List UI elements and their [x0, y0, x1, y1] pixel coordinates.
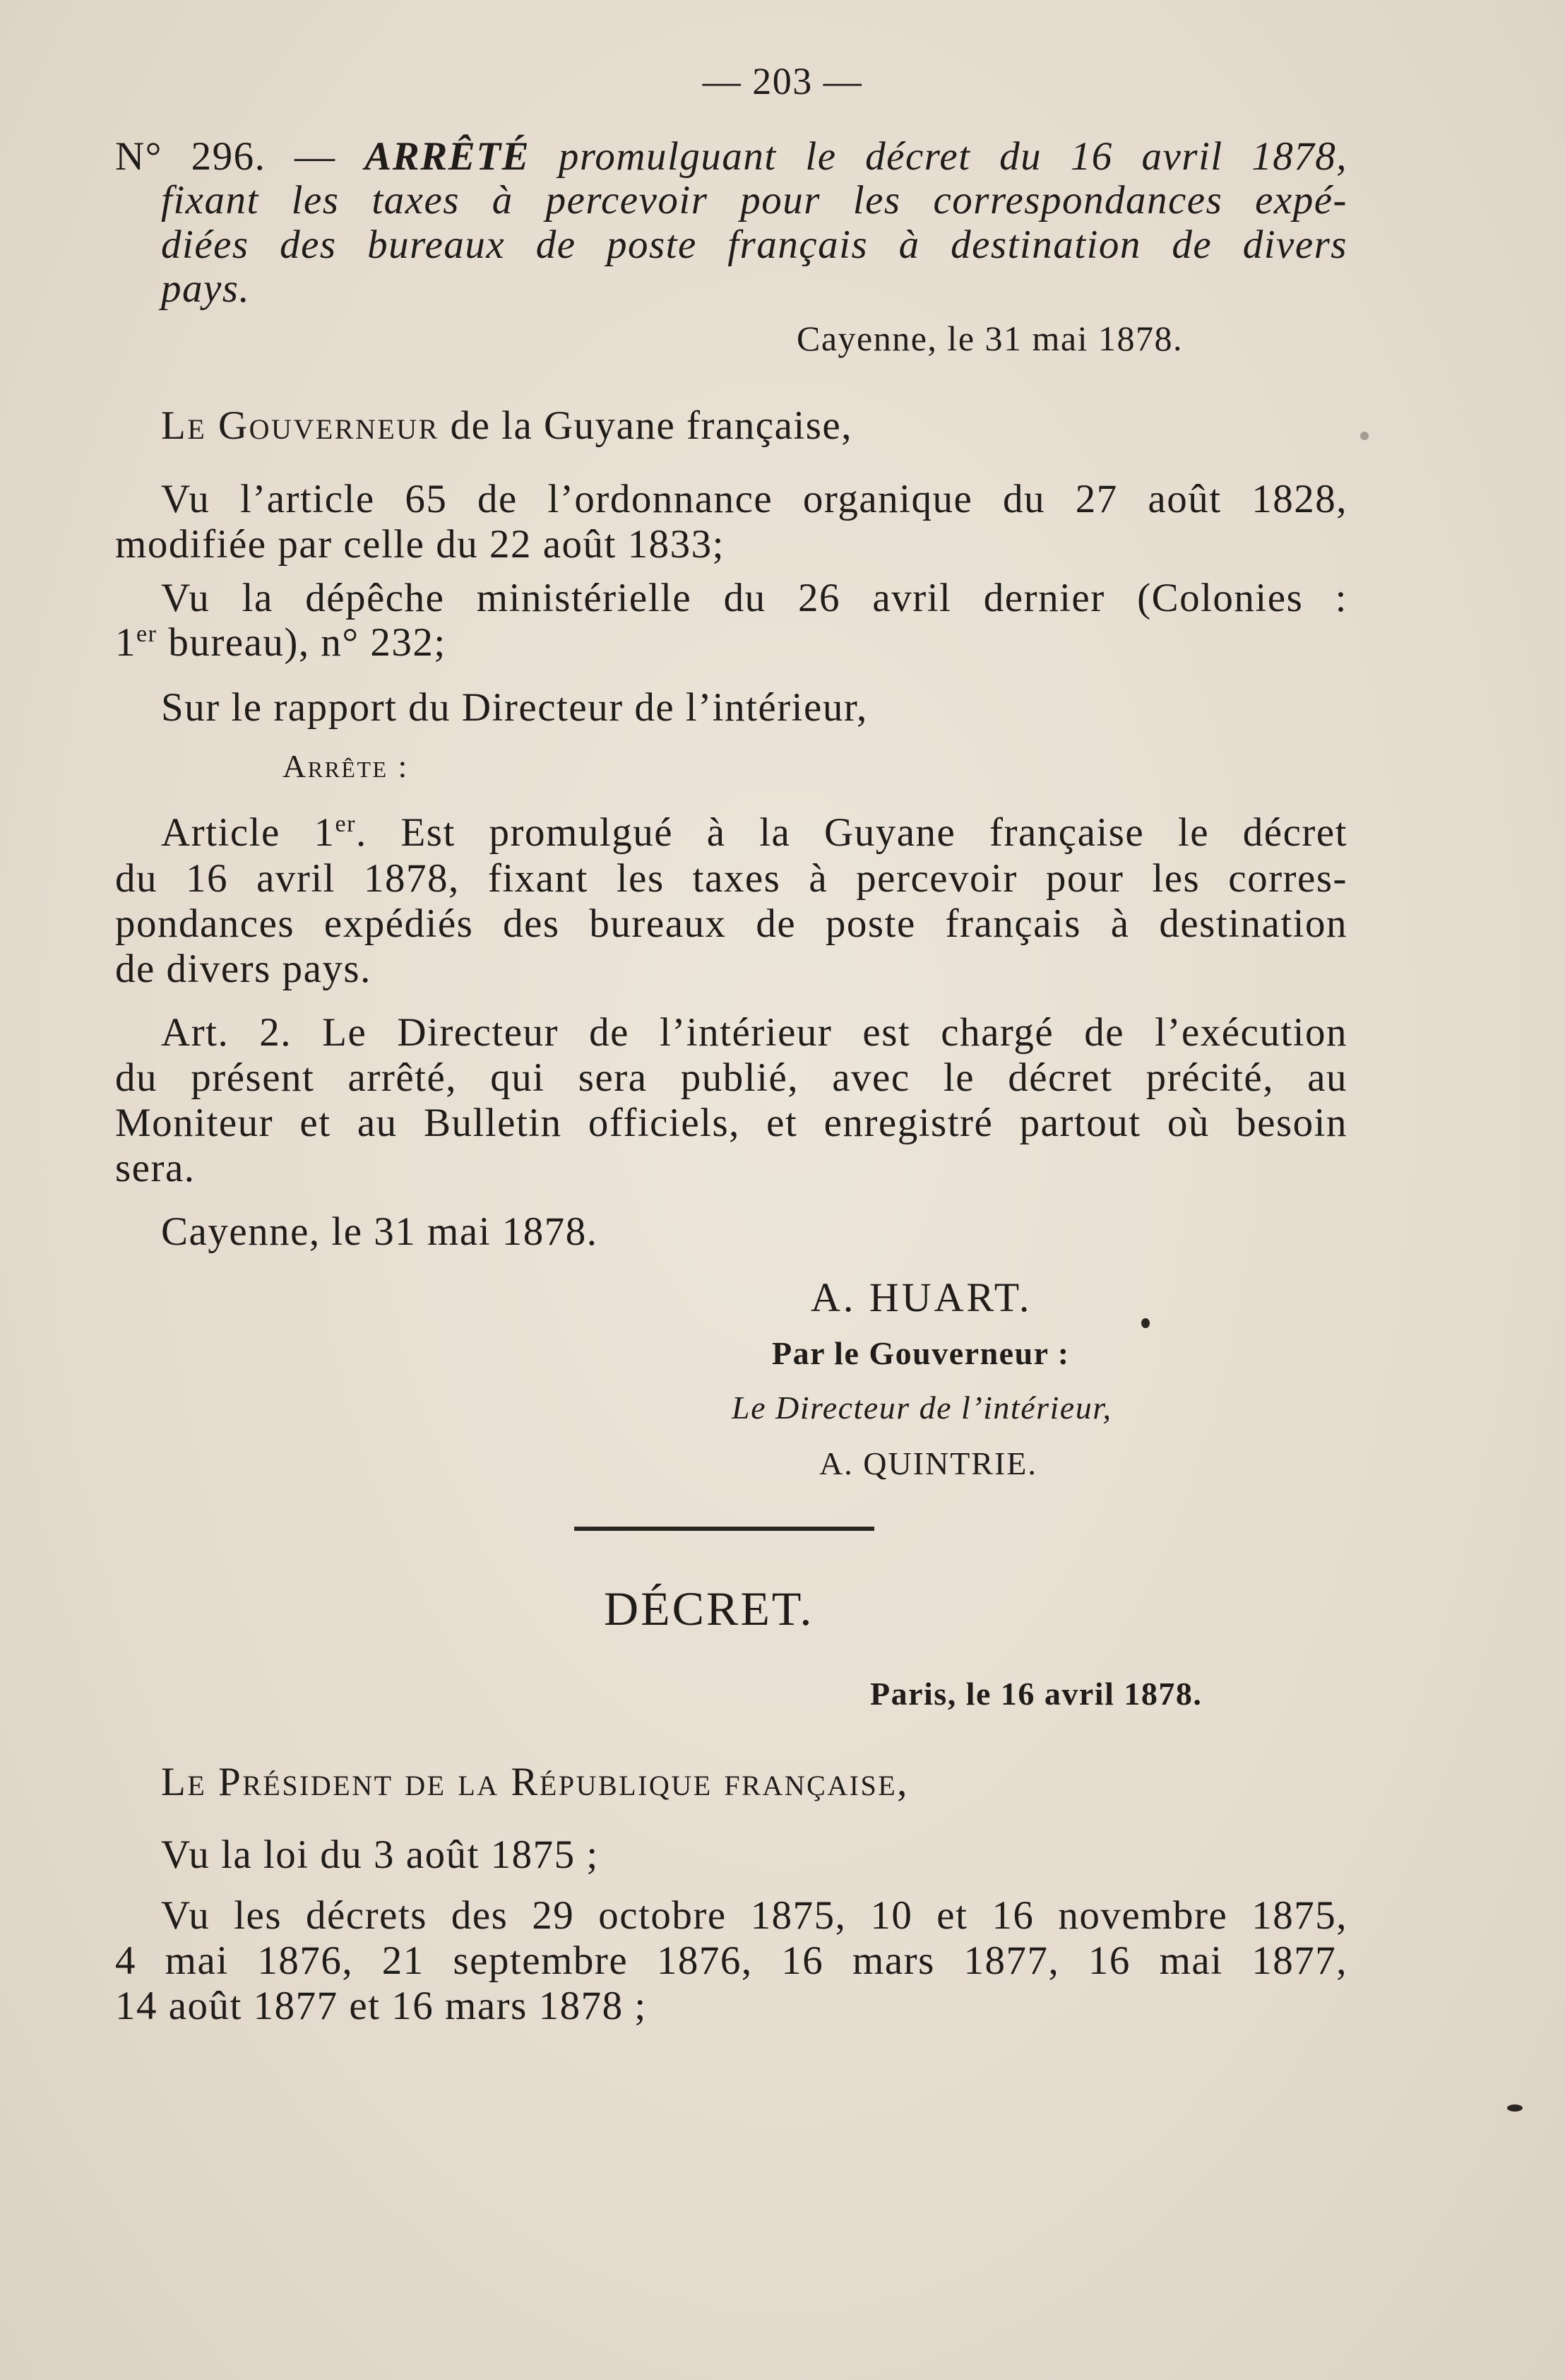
arrete-number: N° 296.	[115, 134, 266, 179]
arrete-place-date: Cayenne, le 31 mai 1878.	[797, 319, 1183, 358]
article-1-text: . Est promulgué à la Guyane française le décret	[356, 810, 1347, 855]
vu-depeche-line-1: Vu la dépêche ministérielle du 26 avril dernier (Colonies :	[161, 576, 1347, 620]
arrete-heading-line-3: diées des bureaux de poste français à destination de divers	[161, 223, 1347, 267]
article-1-superscript: er	[335, 811, 357, 837]
article-1-line-4: de divers pays.	[115, 947, 371, 991]
arrete-title: ARRÊTÉ	[364, 134, 530, 179]
vu-ordonnance-line-2: modifiée par celle du 22 août 1833;	[115, 522, 725, 567]
article-1-line-1	[161, 812, 1347, 853]
vu-ordonnance-line-1: Vu l’article 65 de l’ordonnance organique du 27 août 1828,	[161, 477, 1347, 521]
vu-depeche-line-2	[115, 622, 1347, 663]
bureau-superscript: er	[136, 621, 157, 647]
article-1-line-3: pondances expédiés des bureaux de poste français à destination	[115, 901, 1347, 946]
arrete-heading-line-4: pays.	[161, 266, 251, 311]
decret-title: DÉCRET.	[604, 1582, 814, 1635]
arrete-heading-line-2: fixant les taxes à percevoir pour les correspondances expé-	[161, 178, 1347, 223]
section-divider	[574, 1527, 874, 1531]
decret-vu-decrets-line-3: 14 août 1877 et 16 mars 1878 ;	[115, 1984, 647, 2028]
decret-place-date: Paris, le 16 avril 1878.	[870, 1676, 1203, 1712]
ink-speck	[1360, 432, 1369, 440]
authority-rest: de la Guyane française,	[450, 403, 852, 448]
ink-speck	[1507, 2104, 1523, 2112]
signature-quintrie: A. QUINTRIE.	[819, 1445, 1037, 1481]
arrete-title-rest: promulguant le décret du 16 avril 1878,	[558, 134, 1348, 179]
authority-title: Le Gouverneur	[161, 403, 439, 448]
directeur-interieur: Le Directeur de l’intérieur,	[732, 1390, 1112, 1426]
ink-speck	[1141, 1318, 1150, 1328]
sur-rapport: Sur le rapport du Directeur de l’intérieur,	[161, 685, 868, 730]
arrete-label: Arrête :	[282, 748, 409, 784]
bureau-number: 1	[115, 620, 136, 665]
arrete-heading-line-1	[115, 136, 1347, 177]
bureau-rest: bureau), n° 232;	[157, 620, 446, 665]
signature-huart: A. HUART.	[811, 1274, 1033, 1320]
par-le-gouverneur: Par le Gouverneur :	[772, 1335, 1070, 1371]
closing-date: Cayenne, le 31 mai 1878.	[161, 1209, 598, 1254]
decret-vu-decrets-line-1: Vu les décrets des 29 octobre 1875, 10 et 16 novembre 1875,	[161, 1893, 1347, 1938]
article-2-line-4: sera.	[115, 1146, 196, 1190]
arrete-dash: —	[294, 134, 336, 179]
decret-authority: Le Président de la République française,	[161, 1760, 909, 1804]
decret-vu-loi: Vu la loi du 3 août 1875 ;	[161, 1833, 599, 1877]
decret-vu-decrets-line-2: 4 mai 1876, 21 septembre 1876, 16 mars 1877, 16 mai 1877,	[115, 1938, 1347, 1983]
article-2-line-3: Moniteur et au Bulletin officiels, et enregistré partout où besoin	[115, 1101, 1347, 1145]
page-number: — 203 —	[702, 60, 863, 102]
article-1-label: Article 1	[161, 810, 335, 855]
arrete-authority	[161, 405, 852, 446]
article-2-line-2: du présent arrêté, qui sera publié, avec le décret précité, au	[115, 1055, 1347, 1100]
article-2-line-1: Art. 2. Le Directeur de l’intérieur est chargé de l’exécution	[161, 1010, 1347, 1055]
article-1-line-2: du 16 avril 1878, fixant les taxes à percevoir pour les corres-	[115, 856, 1347, 901]
